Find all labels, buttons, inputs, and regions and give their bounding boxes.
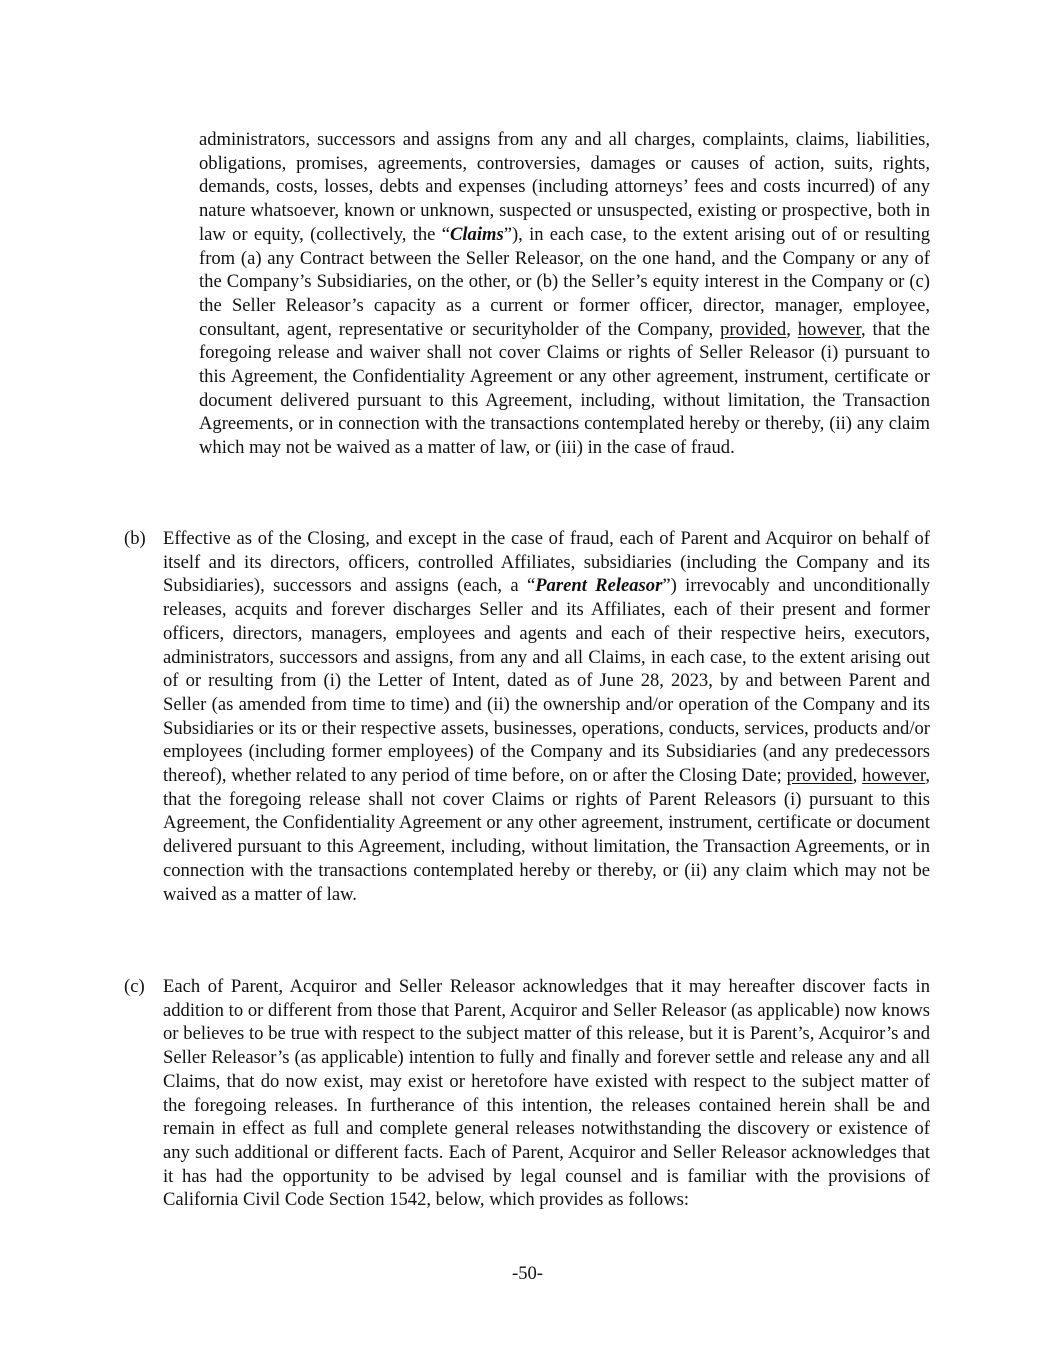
defined-term-parent-releasor: Parent Releasor [535, 575, 663, 597]
page-number: -50- [512, 1263, 543, 1284]
defined-term-claims: Claims [449, 223, 504, 245]
separator-text: , [786, 318, 798, 340]
list-item-c [124, 975, 930, 1212]
separator-text: , [852, 765, 863, 787]
paragraph-text: ”), in each case, to the extent arising out of or resulting from (a) any Contract between the Seller Releasor, on the one hand, and the Company or any of the Company’s Subsidiaries, on the other, or (b) the Seller’s equity interest in the Company or (c) the Seller Releasor’s capacity as a current or former officer, director, manager, employee, consultant, agent, representative or securityholder of the Company, [199, 223, 930, 340]
paragraph-text: ”) irrevocably and unconditionally releases, acquits and forever discharges Seller and its Affiliates, each of their present and former officers, directors, managers, employees and agents and each of their respective heirs, executors, administrators, successors and assigns, from any and all Claims, in each case, to the extent arising out of or resulting from (i) the Letter of Intent, dated as of June 28, 2023, by and between Parent and Seller (as amended from time to time) and (ii) the ownership and/or operation of the Company and its Subsidiaries or its or their respective assets, businesses, operations, conducts, services, products and/or employees (including former employees) of the Company and its Subsidiaries (and any predecessors thereof), whether related to any period of time before, on or after the Closing Date; [163, 575, 930, 787]
paragraph-text: administrators, successors and assigns from any and all charges, complaints, claims, liabilities, obligations, promises, agreements, controversies, damages or causes of action, suits, rights, demands, costs, losses, debts and expenses (including attorneys’ fees and costs incurred) of any nature whatsoever, known or unknown, suspected or unsuspected, existing or prospective, both in law or equity, (collectively, the “ [199, 129, 930, 245]
paragraph-text: Effective as of the Closing, and except in the case of fraud, each of Parent and Acquiror on behalf of itself and its directors, officers, controlled Affiliates, subsidiaries (including the Company and its Subsidiaries), successors and assigns (each, a “ [163, 528, 930, 597]
item-label: (c) [124, 976, 145, 997]
continued-paragraph [199, 128, 930, 460]
list-item-b [124, 527, 930, 906]
item-body: Each of Parent, Acquiror and Seller Releasor acknowledges that it may hereafter discover facts in addition to or different from those that Parent, Acquiror and Seller Releasor (as applicable) now knows or believes to be true with respect to the subject matter of this release, but it is Parent’s, Acquiror’s and Seller Releasor’s (as applicable) intention to fully and finally and forever settle and release any and all Claims, that do now exist, may exist or heretofore have existed with respect to the subject matter of the foregoing releases. In furtherance of this intention, the releases contained herein shall be and remain in effect as full and complete general releases notwithstanding the discovery or existence of any such additional or different facts. Each of Parent, Acquiror and Seller Releasor acknowledges that it has had the opportunity to be advised by legal counsel and is familiar with the provisions of California Civil Code Section 1542, below, which provides as follows: [163, 976, 930, 1211]
paragraph-text: , that the foregoing release and waiver shall not cover Claims or rights of Seller Releasor (i) pursuant to this Agreement, the Confidentiality Agreement or any other agreement, instrument, certificate or document delivered pursuant to this Agreement, including, without limitation, the Transaction Agreements, or in connection with the transactions contemplated hereby or thereby, (ii) any claim which may not be waived as a matter of law, or (iii) in the case of fraud. [199, 318, 930, 459]
item-body [163, 527, 930, 906]
however-term: however [862, 765, 926, 787]
provided-term: provided [720, 318, 787, 340]
however-term: however [797, 318, 861, 340]
provided-term: provided [786, 765, 853, 787]
paragraph-text: , that the foregoing release shall not cover Claims or rights of Parent Releasors (i) pursuant to this Agreement, the Confidentiality Agreement or any other agreement, instrument, certificate or document delivered pursuant to this Agreement, including, without limitation, the Transaction Agreements, or in connection with the transactions contemplated hereby or thereby, or (ii) any claim which may not be waived as a matter of law. [163, 765, 931, 905]
item-label: (b) [124, 528, 146, 549]
